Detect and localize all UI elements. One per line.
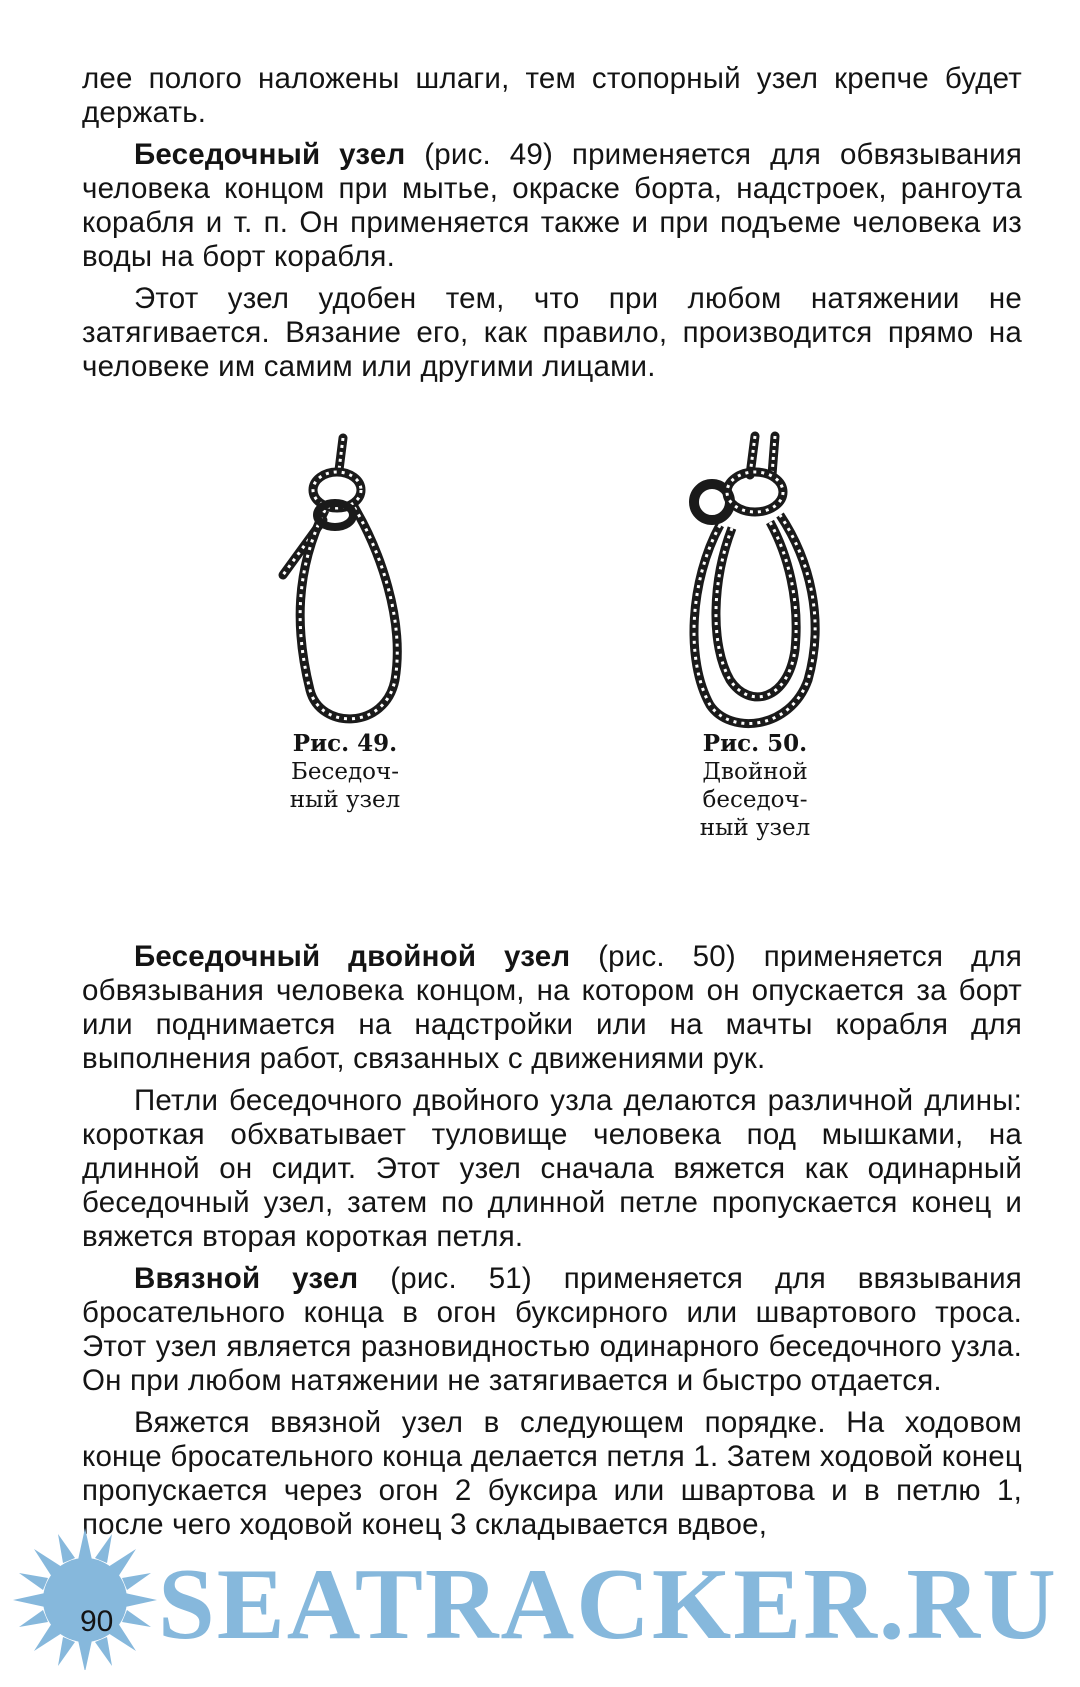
- paragraph-term: Беседочный узел: [134, 138, 406, 171]
- bowline-knot-illustration: [265, 430, 425, 730]
- page-footer: [0, 1520, 1080, 1687]
- paragraph: Петли беседочного двойного узла делаются различной длины: короткая обхватывает туловище человека под мышками, на длинной он сидит. Этот узел сначала вяжется как одинарный беседочный узел, затем по длинной петле пропускается конец и вяжется вторая короткая петля.: [82, 1084, 1022, 1253]
- page-number: 90: [80, 1605, 114, 1638]
- paragraph: Ввязной узел (рис. 51) применяется для ввязывания бросательного конца в огон буксирного или швартового троса. Этот узел является разновидностью одинарного беседочного узла. Он при любом натяжении не затягивается и быстро отдается.: [82, 1262, 1022, 1397]
- paragraph: Беседочный двойной узел (рис. 50) применяется для обвязывания человека концом, на котором он опускается за борт или поднимается на надстройки или на мачты корабля для выполнения работ, связанных с движениями рук.: [82, 940, 1022, 1075]
- text-block-bottom: [82, 940, 1022, 1550]
- paragraph: Вяжется ввязной узел в следующем порядке. На ходовом конце бросательного конца делается петля 1. Затем ходовой конец пропускается через огон 2 буксира или швартова и в петлю 1, после чего ходовой конец 3 складывается вдвое,: [82, 1406, 1022, 1541]
- paragraph: лее полого наложены шлаги, тем стопорный узел крепче будет держать.: [82, 62, 1022, 129]
- figure-caption: беседоч-: [702, 787, 808, 813]
- double-bowline-knot-illustration: [680, 430, 830, 730]
- figure-caption: ный узел: [289, 787, 401, 813]
- paragraph: Беседочный узел (рис. 49) применяется для обвязывания человека концом при мытье, окраске борта, надстроек, рангоута корабля и т. п. Он применяется также и при подъеме человека из воды на борт корабля.: [82, 138, 1022, 273]
- paragraph-term: Беседочный двойной узел: [134, 940, 571, 973]
- sun-logo-icon: [10, 1520, 160, 1670]
- figure-50: [650, 430, 860, 842]
- figure-caption: Беседоч-: [291, 759, 399, 785]
- watermark-text: SEATRACKER.RU: [158, 1548, 1058, 1661]
- paragraph-term: Ввязной узел: [134, 1262, 359, 1295]
- figure-number: Рис. 50.: [702, 730, 808, 757]
- figure-caption: Двойной: [702, 759, 808, 785]
- paragraph: Этот узел удобен тем, что при любом натяжении не затягивается. Вязание его, как правило, производится прямо на человеке им самим или другими лицами.: [82, 282, 1022, 383]
- figure-number: Рис. 49.: [292, 730, 398, 757]
- figure-caption: ный узел: [699, 815, 811, 841]
- figure-49: [230, 430, 460, 814]
- text-block-top: [82, 62, 1022, 392]
